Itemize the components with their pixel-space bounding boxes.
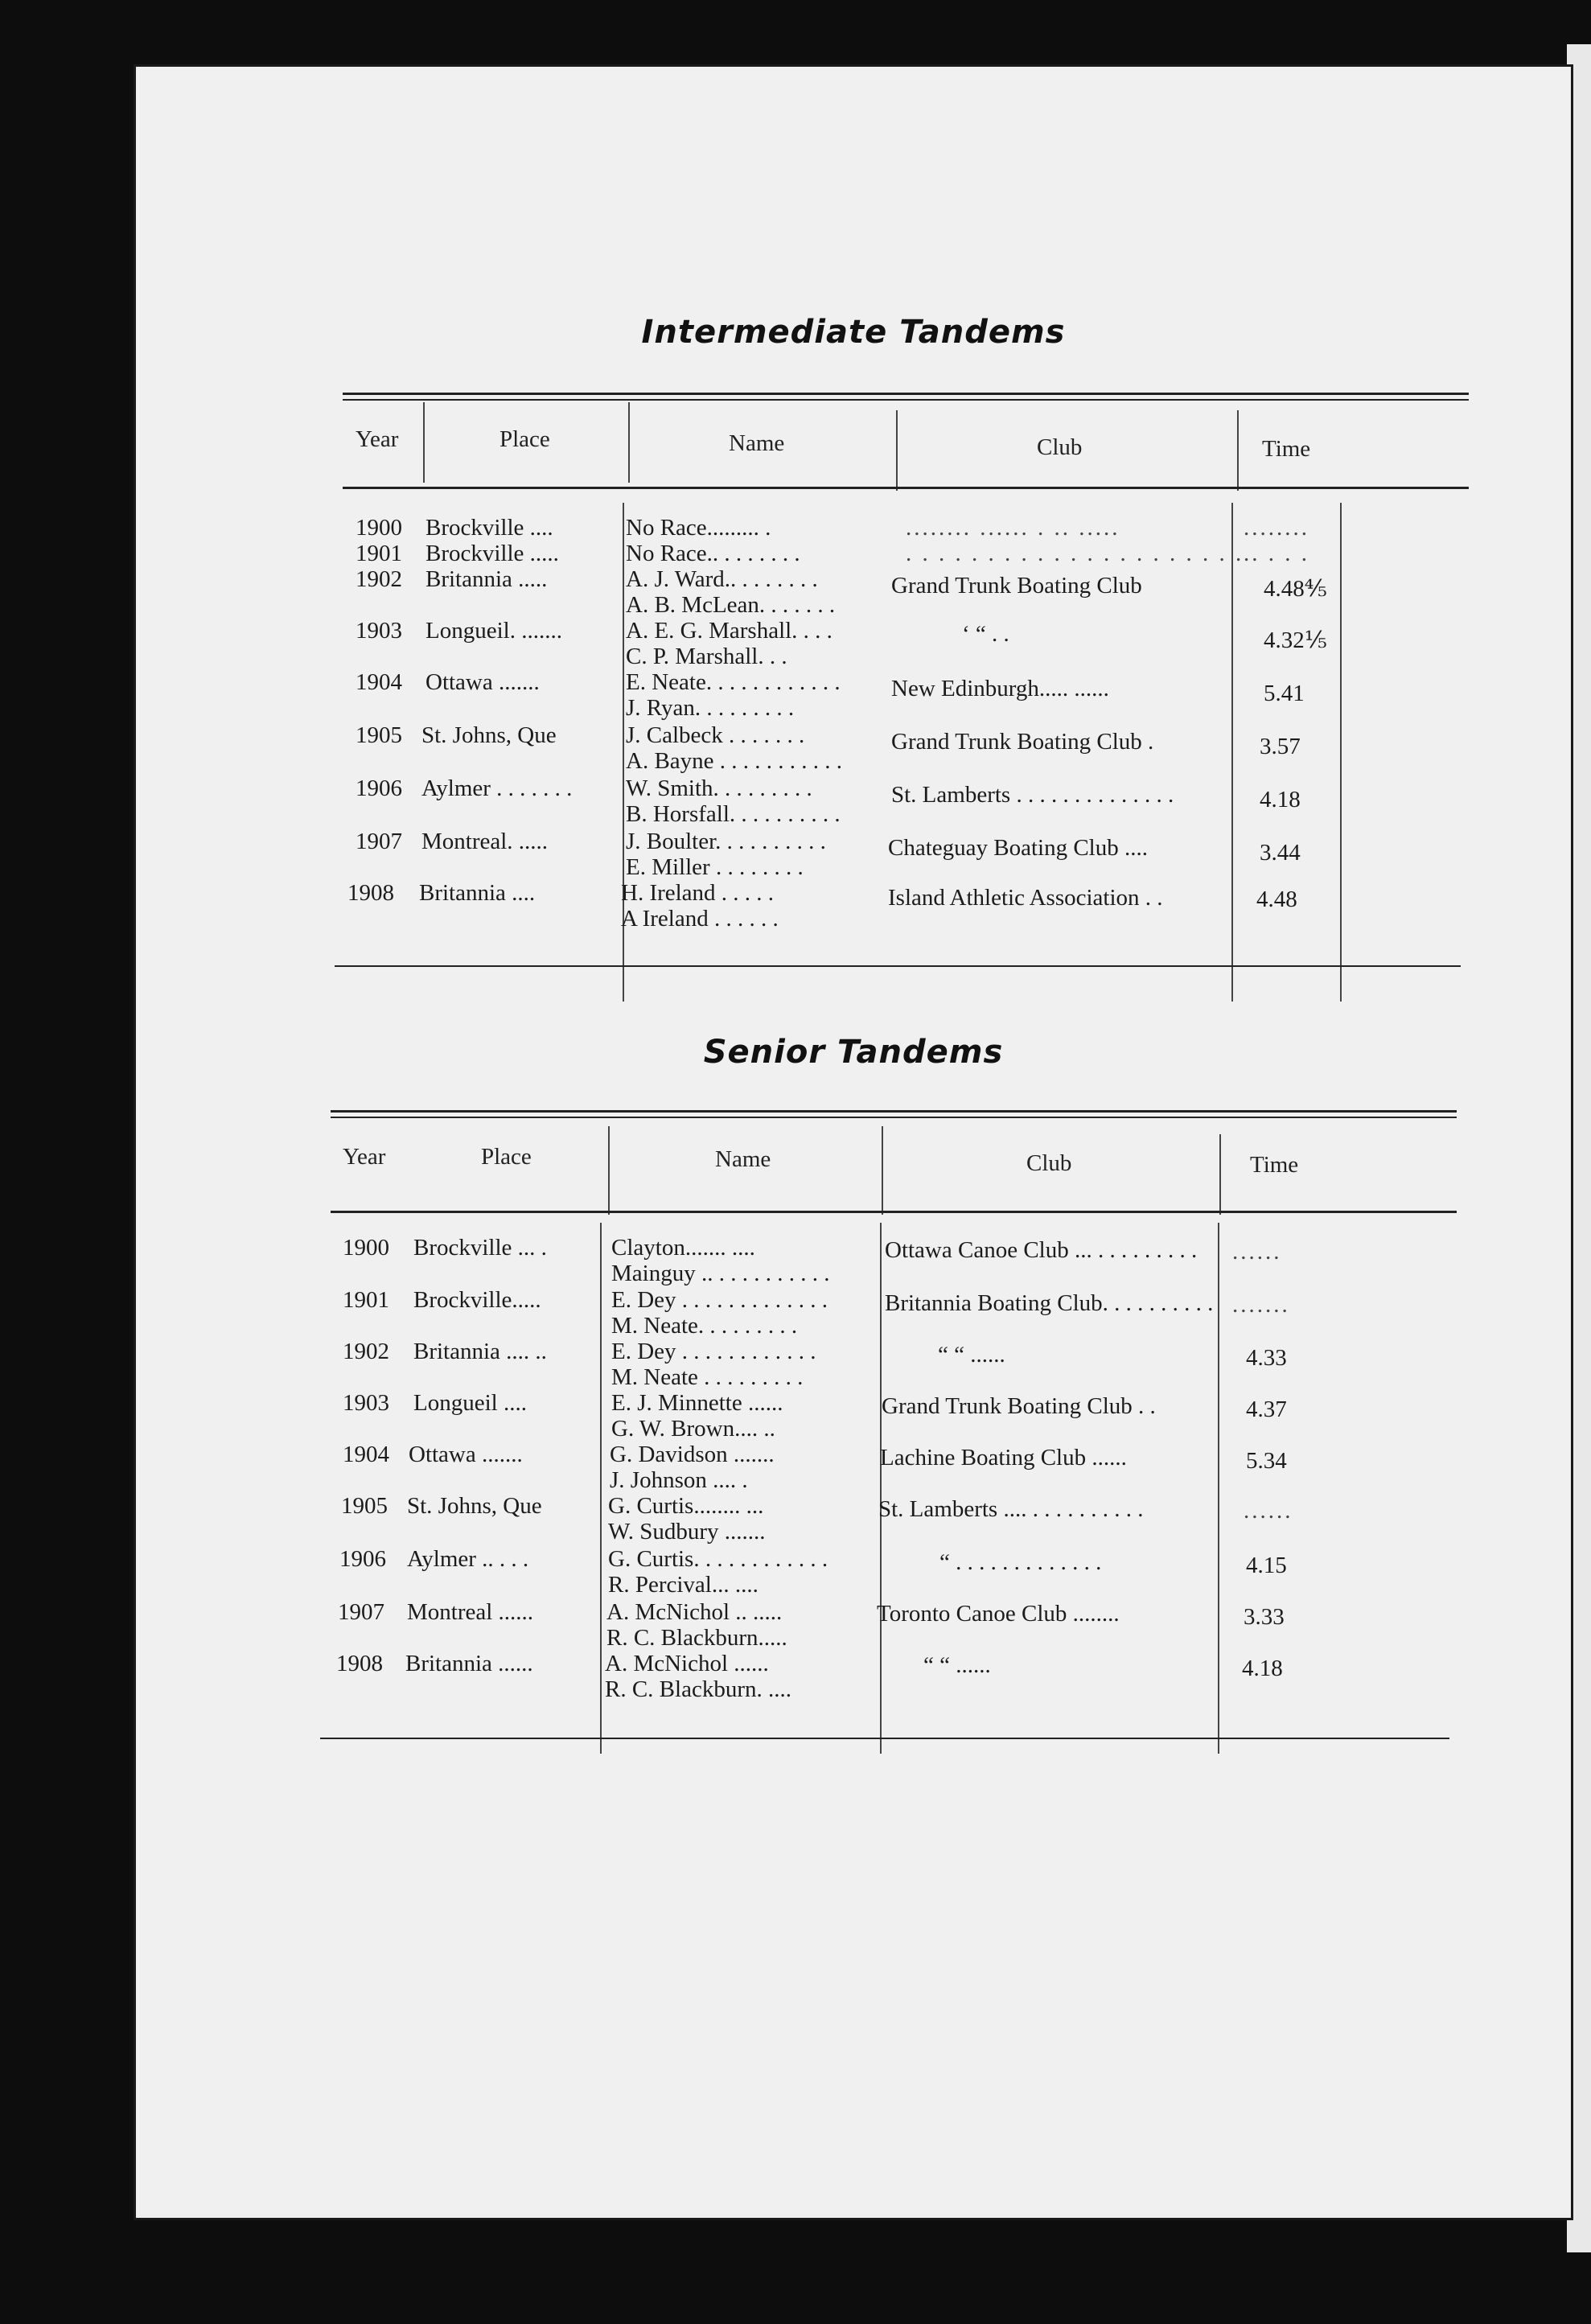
cell-club: “ . . . . . . . . . . . . . [939, 1549, 1102, 1575]
cell-name: E. Dey . . . . . . . . . . . . . [611, 1287, 828, 1313]
cell-club: Grand Trunk Boating Club [891, 573, 1142, 598]
cell-name: J. Johnson .... . [610, 1467, 748, 1493]
cell-name: G. Curtis. . . . . . . . . . . . [608, 1546, 828, 1572]
cell-name: A. McNichol ...... [605, 1651, 769, 1676]
cell-time: ...... [1232, 1239, 1282, 1265]
cell-place: Brockville .... [426, 515, 553, 541]
col-divider [882, 1126, 883, 1215]
cell-name: H. Ireland . . . . . [621, 880, 775, 906]
cell-club: . . . . . . . . . . . . . . . . . . . . . [906, 541, 1244, 566]
header-year: Year [343, 1144, 386, 1170]
cell-club: Grand Trunk Boating Club . [891, 729, 1154, 755]
cell-year: 1906 [339, 1546, 386, 1572]
cell-club: ........ ...... . .. ..... [906, 515, 1120, 541]
cell-place: Brockville..... [413, 1287, 541, 1313]
cell-year: 1908 [336, 1651, 383, 1676]
cell-time: .. . . . [1244, 541, 1309, 566]
header-rule [331, 1211, 1457, 1213]
col-divider [880, 1223, 882, 1754]
cell-club: Island Athletic Association . . [888, 885, 1163, 911]
col-divider [896, 410, 898, 491]
cell-name: J. Calbeck . . . . . . . [626, 722, 805, 748]
cell-year: 1907 [356, 829, 402, 854]
cell-place: Aylmer .. . . . [407, 1546, 529, 1572]
header-name: Name [715, 1146, 771, 1172]
cell-name: A Ireland . . . . . . [621, 906, 779, 932]
cell-name: R. C. Blackburn. .... [605, 1676, 791, 1702]
cell-place: Longueil .... [413, 1390, 527, 1416]
cell-place: Brockville ..... [426, 541, 559, 566]
cell-place: Aylmer . . . . . . . [421, 775, 573, 801]
cell-name: No Race.. . . . . . . . [626, 541, 800, 566]
col-divider [1218, 1223, 1219, 1754]
cell-name: A. B. McLean. . . . . . . [626, 592, 836, 618]
cell-time: 3.57 [1260, 734, 1301, 759]
cell-place: Britannia ...... [405, 1651, 533, 1676]
cell-year: 1903 [356, 618, 402, 644]
cell-place: Ottawa ....... [426, 669, 540, 695]
cell-place: Brockville ... . [413, 1235, 547, 1261]
cell-place: Britannia .... .. [413, 1339, 547, 1364]
header-club: Club [1037, 434, 1083, 460]
cell-time: 4.18 [1242, 1656, 1283, 1681]
cell-time: 4.48⅘ [1264, 576, 1327, 602]
cell-year: 1900 [356, 515, 402, 541]
intermediate-title: Intermediate Tandems [641, 314, 1066, 351]
cell-club: Lachine Boating Club ...... [880, 1445, 1127, 1470]
cell-name: A. Bayne . . . . . . . . . . . [626, 748, 843, 774]
cell-name: No Race......... . [626, 515, 771, 541]
cell-club: Grand Trunk Boating Club . . [882, 1393, 1156, 1419]
cell-place: Britannia ..... [426, 566, 548, 592]
cell-club: St. Lamberts . . . . . . . . . . . . . . [891, 782, 1174, 808]
header-year: Year [356, 426, 399, 452]
cell-year: 1906 [356, 775, 402, 801]
top-rule-inner [343, 399, 1469, 401]
senior-title: Senior Tandems [703, 1034, 1004, 1071]
cell-name: Mainguy .. . . . . . . . . . . [611, 1261, 830, 1286]
cell-time: ....... [1232, 1292, 1290, 1318]
cell-name: Clayton....... .... [611, 1235, 755, 1261]
cell-name: J. Boulter. . . . . . . . . . [626, 829, 826, 854]
top-rule [343, 393, 1469, 395]
cell-name: W. Smith. . . . . . . . . [626, 775, 812, 801]
header-time: Time [1250, 1152, 1299, 1178]
cell-year: 1901 [343, 1287, 389, 1313]
cell-time: 4.33 [1246, 1345, 1287, 1371]
col-divider [600, 1223, 602, 1754]
cell-name: B. Horsfall. . . . . . . . . . [626, 801, 841, 827]
cell-name: C. P. Marshall. . . [626, 644, 787, 669]
cell-club: “ “ ...... [938, 1342, 1005, 1368]
col-divider [628, 402, 630, 483]
cell-time: 5.34 [1246, 1448, 1287, 1474]
cell-club: Toronto Canoe Club ........ [877, 1601, 1120, 1627]
cell-name: E. Neate. . . . . . . . . . . . [626, 669, 841, 695]
cell-club: New Edinburgh..... ...... [891, 676, 1109, 701]
cell-time: 4.15 [1246, 1553, 1287, 1578]
cell-club: Ottawa Canoe Club ... . . . . . . . . . [885, 1237, 1198, 1263]
header-rule [343, 487, 1469, 489]
col-divider [423, 402, 425, 483]
header-place: Place [500, 426, 550, 452]
cell-place: Britannia .... [419, 880, 536, 906]
cell-year: 1908 [347, 880, 394, 906]
cell-year: 1905 [341, 1493, 388, 1519]
cell-year: 1905 [356, 722, 402, 748]
cell-year: 1903 [343, 1390, 389, 1416]
cell-club: Chateguay Boating Club .... [888, 835, 1148, 861]
col-divider [1340, 503, 1342, 1002]
cell-name: G. Curtis........ ... [608, 1493, 764, 1519]
cell-year: 1904 [343, 1442, 389, 1467]
cell-place: Ottawa ....... [409, 1442, 523, 1467]
cell-name: R. Percival... .... [608, 1572, 758, 1598]
cell-club: “ “ ...... [923, 1652, 991, 1678]
top-rule [331, 1110, 1457, 1113]
cell-place: St. Johns, Que [421, 722, 557, 748]
cell-year: 1900 [343, 1235, 389, 1261]
cell-year: 1901 [356, 541, 402, 566]
cell-place: Montreal. ..... [421, 829, 549, 854]
cell-time: ...... [1244, 1498, 1293, 1524]
header-time: Time [1262, 436, 1311, 462]
col-divider [1219, 1134, 1221, 1215]
cell-year: 1907 [338, 1599, 384, 1625]
cell-time: 3.44 [1260, 840, 1301, 866]
cell-time: 4.37 [1246, 1396, 1287, 1422]
document-page [134, 64, 1573, 2220]
cell-year: 1902 [343, 1339, 389, 1364]
col-divider [1237, 410, 1239, 491]
cell-place: Longueil. ....... [426, 618, 562, 644]
cell-name: A. McNichol .. ..... [606, 1599, 783, 1625]
header-name: Name [729, 430, 785, 456]
cell-time: 4.48 [1256, 886, 1297, 912]
top-rule-inner [331, 1117, 1457, 1118]
cell-name: A. J. Ward.. . . . . . . . [626, 566, 818, 592]
cell-place: Montreal ...... [407, 1599, 534, 1625]
cell-name: A. E. G. Marshall. . . . [626, 618, 832, 644]
cell-time: 4.32⅕ [1264, 627, 1327, 653]
cell-club: Britannia Boating Club. . . . . . . . . . [885, 1290, 1214, 1316]
cell-time: 5.41 [1264, 681, 1305, 706]
cell-time: 4.18 [1260, 787, 1301, 812]
cell-name: E. J. Minnette ...... [611, 1390, 783, 1416]
cell-time: 3.33 [1244, 1604, 1285, 1630]
col-divider [608, 1126, 610, 1215]
col-divider [1231, 503, 1233, 1002]
cell-club: St. Lamberts .... . . . . . . . . . . [878, 1496, 1144, 1522]
cell-name: M. Neate. . . . . . . . . [611, 1313, 798, 1339]
bottom-rule [335, 965, 1461, 967]
cell-name: J. Ryan. . . . . . . . . [626, 695, 795, 721]
cell-name: R. C. Blackburn..... [606, 1625, 787, 1651]
cell-name: M. Neate . . . . . . . . . [611, 1364, 804, 1390]
cell-place: St. Johns, Que [407, 1493, 542, 1519]
cell-club: ‘ “ . . [962, 621, 1009, 647]
cell-name: G. Davidson ....... [610, 1442, 775, 1467]
cell-name: E. Dey . . . . . . . . . . . . [611, 1339, 816, 1364]
header-club: Club [1026, 1150, 1072, 1176]
header-place: Place [481, 1144, 532, 1170]
cell-time: ........ [1244, 515, 1309, 541]
cell-year: 1902 [356, 566, 402, 592]
cell-name: E. Miller . . . . . . . . [626, 854, 804, 880]
cell-name: W. Sudbury ....... [608, 1519, 766, 1545]
bottom-rule [320, 1738, 1449, 1739]
cell-name: G. W. Brown.... .. [611, 1416, 775, 1442]
cell-year: 1904 [356, 669, 402, 695]
